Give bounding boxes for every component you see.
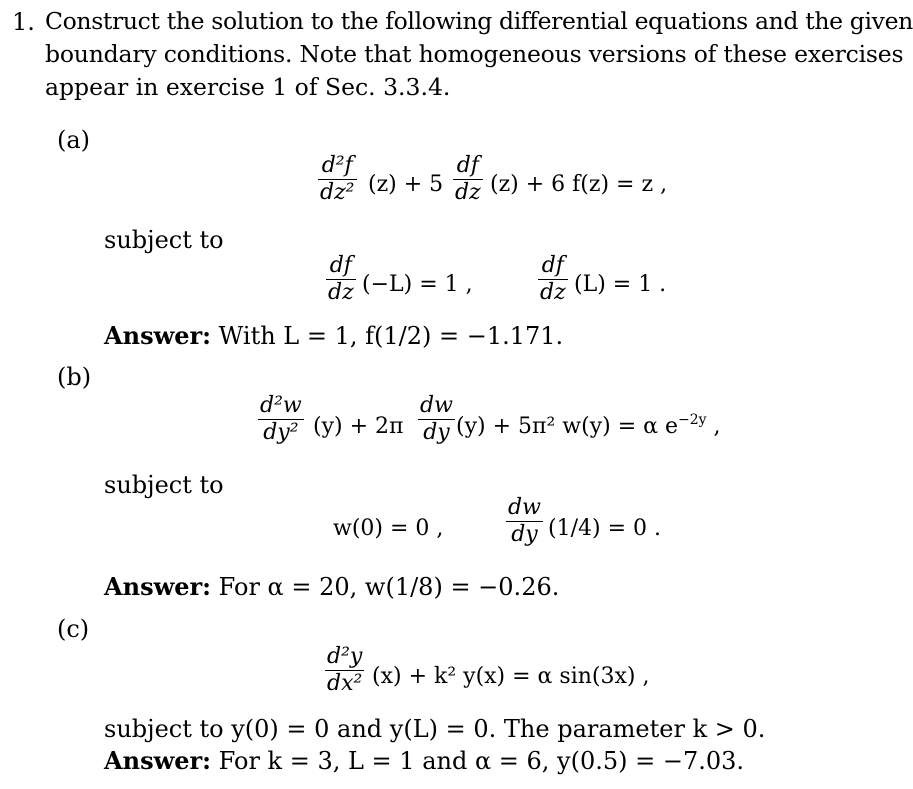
a-bc2-den: dz: [540, 280, 566, 305]
c-eq-den: dx²: [327, 671, 363, 696]
exercise-number: 1.: [12, 8, 35, 36]
b-answer: [104, 572, 560, 601]
b-eq-num-1: d²w: [260, 393, 302, 418]
b-eq-num-2: dw: [420, 393, 453, 418]
c-subject-line: subject to y(0) = 0 and y(L) = 0. The parameter k > 0.: [104, 715, 766, 743]
intro-line-1: Construct the solution to the following differential equations and the given: [45, 7, 913, 35]
b-eq-frac-2: [418, 395, 455, 444]
a-answer-text: With L = 1, f(1/2) = −1.171.: [218, 322, 564, 350]
a-answer: [104, 321, 564, 350]
a-bc1-den: dz: [328, 280, 354, 305]
a-bc2-num: df: [541, 253, 564, 278]
intro-line-3: appear in exercise 1 of Sec. 3.3.4.: [45, 73, 451, 101]
a-bc1-num: df: [329, 253, 352, 278]
b-eq-exponent: −2y: [678, 412, 707, 428]
c-eq-frac: [325, 646, 364, 695]
c-eq-num: d²y: [327, 644, 363, 669]
a-eq-frac-2: [453, 155, 483, 204]
b-bc2-den: dy: [511, 522, 538, 547]
b-eq-den-1: dy²: [263, 420, 299, 445]
part-a-label: (a): [57, 126, 91, 154]
a-bc1-rest: (−L) = 1 ,: [362, 272, 473, 297]
a-eq-end: (z) + 6 f(z) = z ,: [490, 172, 668, 197]
b-eq-mid-1: (y) + 2π: [313, 414, 404, 439]
b-bc2-rest: (1/4) = 0 .: [548, 516, 661, 541]
intro-line-2: boundary conditions. Note that homogeneous versions of these exercises: [45, 40, 904, 68]
b-eq-end: [456, 412, 721, 439]
b-bc2-num: dw: [508, 495, 541, 520]
a-eq-mid-1: (z) + 5: [368, 172, 444, 197]
c-eq-rest: (x) + k² y(x) = α sin(3x) ,: [372, 664, 650, 689]
b-answer-text: For α = 20, w(1/8) = −0.26.: [218, 573, 560, 601]
a-eq-num-1: d²f: [321, 153, 353, 178]
part-c-label: (c): [57, 615, 90, 643]
b-bc2-frac: [506, 497, 543, 546]
b-eq-tail: ,: [706, 414, 721, 439]
c-answer: [104, 746, 745, 775]
a-eq-den-1: dz²: [320, 180, 355, 205]
b-eq-frac-1: [258, 395, 304, 444]
a-subject-to: subject to: [104, 226, 224, 254]
part-b-label: (b): [57, 363, 92, 391]
a-eq-frac-1: [318, 155, 357, 204]
a-bc2-frac: [538, 255, 568, 304]
a-eq-den-2: dz: [455, 180, 481, 205]
c-answer-label: Answer:: [104, 746, 212, 775]
a-bc1-frac: [326, 255, 356, 304]
b-eq-end-text: (y) + 5π² w(y) = α e: [456, 414, 678, 439]
b-subject-to: subject to: [104, 471, 224, 499]
c-answer-text: For k = 3, L = 1 and α = 6, y(0.5) = −7.03.: [218, 747, 745, 775]
a-answer-label: Answer:: [104, 321, 212, 350]
b-eq-den-2: dy: [423, 420, 450, 445]
a-bc2-rest: (L) = 1 .: [574, 272, 667, 297]
b-bc1: w(0) = 0 ,: [333, 516, 444, 541]
a-eq-num-2: df: [456, 153, 479, 178]
b-answer-label: Answer:: [104, 572, 212, 601]
